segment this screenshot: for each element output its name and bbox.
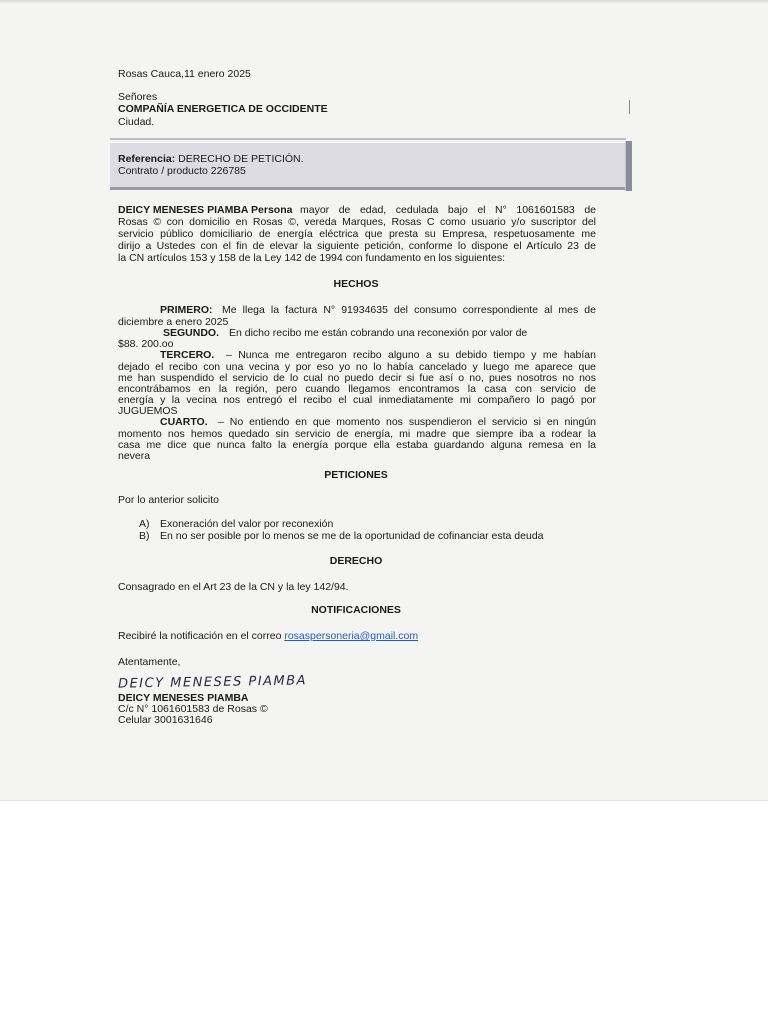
hechos-heading: HECHOS (333, 278, 379, 290)
notificaciones-line (118, 630, 418, 642)
place-date: Rosas Cauca,11 enero 2025 (118, 68, 251, 80)
cuarto-line: momento nos hemos quedado sin servicio de energía, mi madre que siempre iba a rodear la (118, 428, 596, 440)
intro-name: DEICY MENESES PIAMBA Persona (118, 204, 293, 216)
segundo-line: En dicho recibo me están cobrando una reconexión por valor de (229, 327, 528, 339)
tercero-line: encontrábamos en la región, pero cuando llegamos encontramos la casa con servicio de (118, 383, 596, 395)
reference-text: DERECHO DE PETICIÓN. (178, 153, 304, 165)
tercero-line: me han suspendido el servicio de lo cual no puedo decir si fue así o no, pues nosotros no nos (118, 372, 596, 384)
primero-line: Me llega la factura N° 91934635 del consumo correspondiente al mes de (222, 304, 596, 316)
peticion-marker: B) (139, 530, 150, 542)
derecho-heading: DERECHO (329, 555, 383, 567)
handwritten-signature: DEICY MENESES PIAMBA (117, 673, 308, 692)
peticion-text: En no ser posible por lo menos se me de la oportunidad de cofinanciar esta deuda (160, 530, 544, 542)
segundo-line: $88. 200.oo (118, 338, 174, 350)
segundo-label: SEGUNDO. (163, 327, 220, 339)
cuarto-label: CUARTO. (160, 416, 208, 428)
tercero-line: JUGUEMOS (118, 405, 178, 417)
cuarto-line: – No entiendo en que momento nos suspendieron el servicio si en ningún (218, 416, 596, 428)
contract-number: Contrato / producto 226785 (118, 165, 246, 177)
tercero-line: energía y la vecina nos entregó el recibo el cual inmediatamente mi compañero lo pagó por (118, 394, 596, 406)
email-link[interactable]: rosaspersoneria@gmail.com (284, 630, 419, 642)
notificaciones-heading: NOTIFICACIONES (311, 604, 401, 616)
signer-name: DEICY MENESES PIAMBA (118, 692, 249, 704)
peticiones-intro: Por lo anterior solicito (118, 494, 219, 506)
margin-mark (629, 100, 630, 114)
scan-lower-area (0, 800, 768, 1025)
tercero-label: TERCERO. (160, 349, 215, 361)
reference-line (118, 153, 304, 165)
cuarto-line: casa me dice que nunca falto la energía porque ella estaba guardando alguna remesa en la (118, 439, 596, 451)
primero-label: PRIMERO: (160, 304, 213, 316)
reference-box-bar (625, 141, 632, 191)
derecho-text: Consagrado en el Art 23 de la CN y la ley 142/94. (118, 581, 349, 593)
notificaciones-text: Recibiré la notificación en el correo (118, 630, 282, 642)
intro-line: Rosas © con domicilio en Rosas ©, vereda Marques, Rosas C como usuario y/o suscriptor del (118, 216, 596, 228)
scan-top-shadow (0, 0, 768, 4)
peticion-text: Exoneración del valor por reconexión (160, 518, 334, 530)
city: Ciudad. (118, 116, 155, 128)
peticiones-heading: PETICIONES (324, 469, 388, 481)
intro-line: servicio público domiciliario de energía eléctrica que presta su Empresa, respetuosamente me (118, 228, 596, 240)
signer-phone: Celular 3001631646 (118, 714, 213, 726)
intro-line: dirijo a Ustedes con el fin de elevar la siguiente petición, conforme lo dispone el Artículo 23 de (118, 240, 596, 252)
primero-line: diciembre a enero 2025 (118, 316, 229, 328)
peticion-marker: A) (139, 518, 150, 530)
tercero-line: – Nunca me entregaron recibo alguno a su debido tiempo y me habían (226, 349, 596, 361)
closing: Atentamente, (118, 656, 181, 668)
company-name: COMPAÑÍA ENERGETICA DE OCCIDENTE (118, 103, 328, 115)
tercero-line: dejado el recibo con una vecina y por eso yo no lo había cancelado y luego me aparece que (118, 361, 596, 373)
reference-label: Referencia: (118, 153, 176, 165)
reference-box-top (110, 138, 626, 140)
intro-line: mayor de edad, cedulada bajo el N° 1061601583 de (300, 204, 596, 216)
signer-id: C/c N° 1061601583 de Rosas © (118, 703, 268, 715)
intro-line: la CN artículos 153 y 158 de la Ley 142 de 1994 con fundamento en los siguientes: (118, 252, 506, 264)
cuarto-line: nevera (118, 450, 151, 462)
salutation: Señores (118, 91, 158, 103)
